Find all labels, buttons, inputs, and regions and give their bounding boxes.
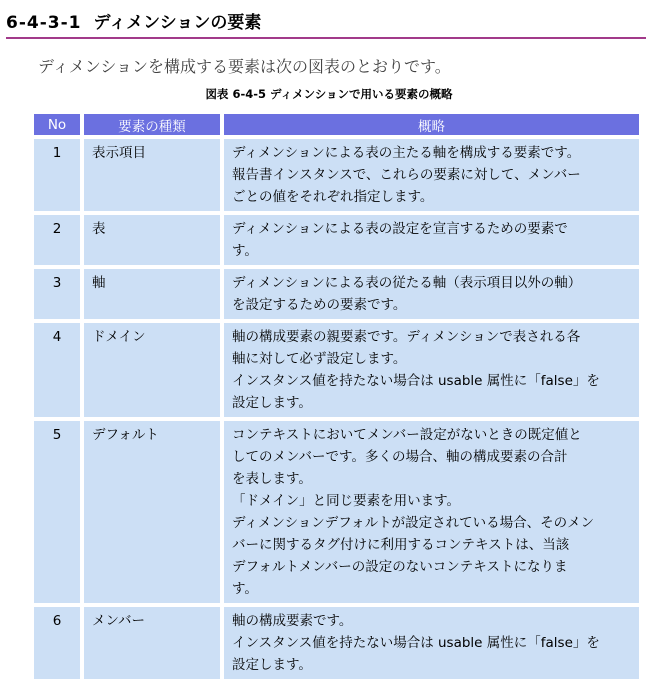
element-type: メンバー [84,603,224,679]
summary-line: コンテキストにおいてメンバー設定がないときの既定値と [232,427,582,443]
section-title: ディメンションの要素 [93,13,262,33]
table-row [34,603,639,679]
row-number: 3 [34,265,84,319]
summary-line: 軸に対して必ず設定します。 [232,351,407,367]
summary-line: デフォルトメンバーの設定のないコンテキストになりま [232,559,568,575]
summary-line: を表します。 [232,471,312,487]
summary-line: バーに関するタグ付けに利用するコンテキストは、当該 [232,537,570,553]
table-header-row [34,114,639,135]
summary-line: ディメンションデフォルトが設定されている場合、そのメン [232,515,595,531]
header-no: No [34,114,84,135]
header-summary: 概略 [224,114,639,135]
summary-line: 設定します。 [232,657,312,673]
table-row [34,319,639,417]
table-row [34,135,639,211]
summary-line: インスタンス値を持たない場合は usable 属性に「false」を [232,373,600,389]
table-caption: 図表 6-4-5 ディメンションで用いる要素の概略 [205,87,453,101]
row-number: 2 [34,211,84,265]
section-number: 6-4-3-1 [6,13,82,33]
intro-text: ディメンションを構成する要素は次の図表のとおりです。 [38,57,451,76]
header-type: 要素の種類 [84,114,224,135]
element-summary [224,135,639,211]
summary-line: ディメンションによる表の主たる軸を構成する要素です。 [232,145,581,161]
table-row [34,417,639,603]
element-type: 表 [84,211,224,265]
row-number: 5 [34,417,84,603]
row-number: 1 [34,135,84,211]
element-summary [224,265,639,319]
summary-line: を設定するための要素です。 [232,297,407,313]
element-type: デフォルト [84,417,224,603]
element-summary [224,211,639,265]
table-row [34,265,639,319]
summary-line: してのメンバーです。多くの場合、軸の構成要素の合計 [232,449,568,465]
summary-line: 軸の構成要素です。 [232,613,353,629]
summary-line: 軸の構成要素の親要素です。ディメンションで表される各 [232,329,581,345]
table-row [34,211,639,265]
elements-table [34,114,639,679]
row-number: 4 [34,319,84,417]
summary-line: す。 [232,243,258,259]
summary-line: ディメンションによる表の設定を宣言するための要素で [232,221,568,237]
summary-line: す。 [232,581,258,597]
summary-line: ごとの値をそれぞれ指定します。 [232,189,434,205]
element-type: 軸 [84,265,224,319]
summary-line: 設定します。 [232,395,312,411]
summary-line: 報告書インスタンスで、これらの要素に対して、メンバー [232,167,581,183]
summary-line: ディメンションによる表の従たる軸（表示項目以外の軸） [232,275,582,291]
element-summary [224,319,639,417]
row-number: 6 [34,603,84,679]
element-type: ドメイン [84,319,224,417]
summary-line: インスタンス値を持たない場合は usable 属性に「false」を [232,635,600,651]
element-summary [224,603,639,679]
summary-line: 「ドメイン」と同じ要素を用います。 [232,493,461,509]
element-type: 表示項目 [84,135,224,211]
element-summary [224,417,639,603]
section-heading [6,9,646,39]
